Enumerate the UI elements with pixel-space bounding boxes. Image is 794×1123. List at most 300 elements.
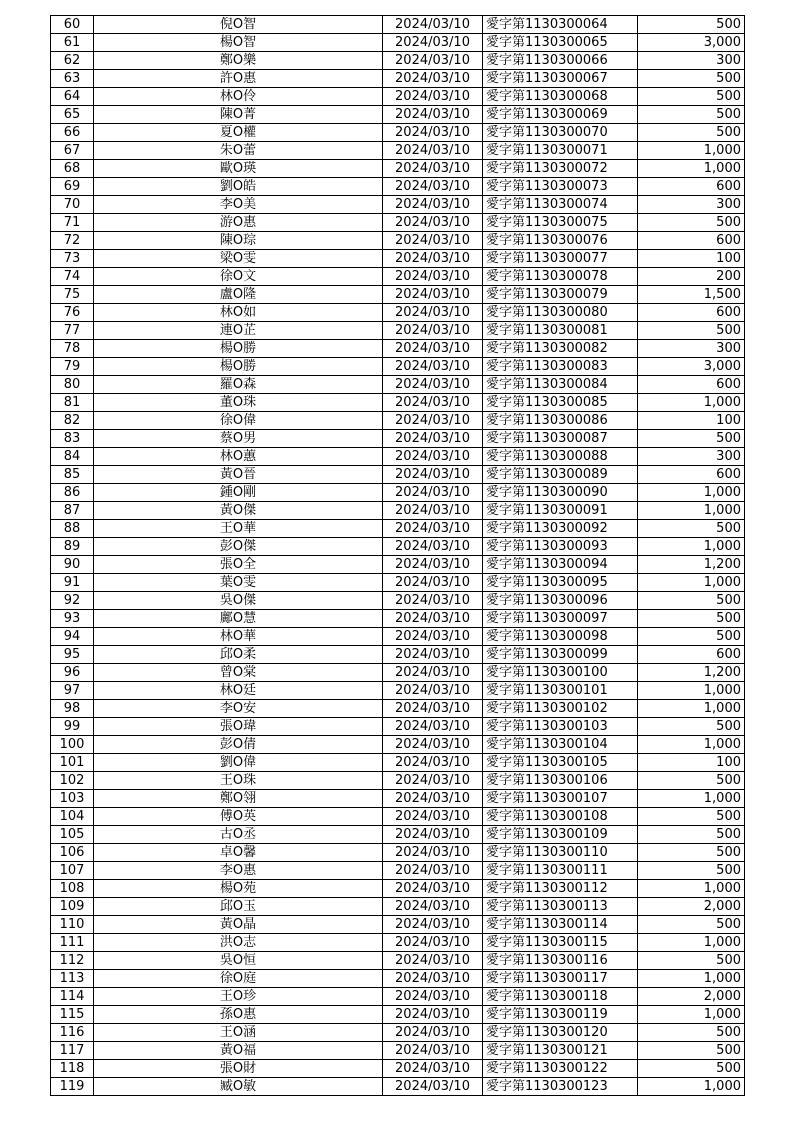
receipt-number-cell: 愛字第1130300102: [483, 700, 638, 718]
receipt-number-cell: 愛字第1130300073: [483, 178, 638, 196]
table-row: [51, 304, 745, 322]
row-number-cell: 95: [51, 646, 94, 664]
table-row: [51, 1006, 745, 1024]
table-row: [51, 502, 745, 520]
donor-name-cell: 黃O晉: [94, 466, 383, 484]
donation-date-cell: 2024/03/10: [383, 448, 483, 466]
donation-date-cell: 2024/03/10: [383, 1024, 483, 1042]
table-row: [51, 988, 745, 1006]
row-number-cell: 63: [51, 70, 94, 88]
table-row: [51, 862, 745, 880]
amount-cell: 100: [638, 250, 745, 268]
row-number-cell: 103: [51, 790, 94, 808]
row-number-cell: 86: [51, 484, 94, 502]
donation-date-cell: 2024/03/10: [383, 970, 483, 988]
row-number-cell: 65: [51, 106, 94, 124]
table-row: [51, 178, 745, 196]
donor-name-cell: 劉O偉: [94, 754, 383, 772]
receipt-number-cell: 愛字第1130300122: [483, 1060, 638, 1078]
donor-name-cell: 陳O菁: [94, 106, 383, 124]
donor-name-cell: 蔡O男: [94, 430, 383, 448]
donation-date-cell: 2024/03/10: [383, 646, 483, 664]
donor-name-cell: 彭O傑: [94, 538, 383, 556]
amount-cell: 1,000: [638, 880, 745, 898]
row-number-cell: 83: [51, 430, 94, 448]
amount-cell: 1,200: [638, 664, 745, 682]
donation-date-cell: 2024/03/10: [383, 16, 483, 34]
row-number-cell: 84: [51, 448, 94, 466]
donation-date-cell: 2024/03/10: [383, 826, 483, 844]
row-number-cell: 77: [51, 322, 94, 340]
donor-name-cell: 黃O福: [94, 1042, 383, 1060]
donation-date-cell: 2024/03/10: [383, 754, 483, 772]
donor-name-cell: 游O惠: [94, 214, 383, 232]
donor-name-cell: 許O惠: [94, 70, 383, 88]
donation-date-cell: 2024/03/10: [383, 718, 483, 736]
row-number-cell: 92: [51, 592, 94, 610]
receipt-number-cell: 愛字第1130300115: [483, 934, 638, 952]
receipt-number-cell: 愛字第1130300091: [483, 502, 638, 520]
row-number-cell: 78: [51, 340, 94, 358]
donor-name-cell: 楊O苑: [94, 880, 383, 898]
receipt-number-cell: 愛字第1130300070: [483, 124, 638, 142]
receipt-number-cell: 愛字第1130300121: [483, 1042, 638, 1060]
donor-name-cell: 邱O柔: [94, 646, 383, 664]
receipt-number-cell: 愛字第1130300086: [483, 412, 638, 430]
donor-name-cell: 張O瑋: [94, 718, 383, 736]
row-number-cell: 93: [51, 610, 94, 628]
receipt-number-cell: 愛字第1130300105: [483, 754, 638, 772]
row-number-cell: 112: [51, 952, 94, 970]
table-row: [51, 736, 745, 754]
table-row: [51, 970, 745, 988]
receipt-number-cell: 愛字第1130300103: [483, 718, 638, 736]
table-row: [51, 70, 745, 88]
donor-name-cell: 彭O倩: [94, 736, 383, 754]
amount-cell: 500: [638, 124, 745, 142]
table-row: [51, 592, 745, 610]
donor-name-cell: 倪O智: [94, 16, 383, 34]
donor-name-cell: 臧O敏: [94, 1078, 383, 1096]
amount-cell: 2,000: [638, 988, 745, 1006]
amount-cell: 1,000: [638, 1078, 745, 1096]
donor-name-cell: 曾O棠: [94, 664, 383, 682]
donor-name-cell: 張O全: [94, 556, 383, 574]
receipt-number-cell: 愛字第1130300093: [483, 538, 638, 556]
receipt-number-cell: 愛字第1130300123: [483, 1078, 638, 1096]
amount-cell: 500: [638, 592, 745, 610]
row-number-cell: 87: [51, 502, 94, 520]
receipt-number-cell: 愛字第1130300097: [483, 610, 638, 628]
row-number-cell: 117: [51, 1042, 94, 1060]
receipt-number-cell: 愛字第1130300068: [483, 88, 638, 106]
table-row: [51, 520, 745, 538]
table-row: [51, 268, 745, 286]
donation-date-cell: 2024/03/10: [383, 952, 483, 970]
amount-cell: 500: [638, 844, 745, 862]
donor-name-cell: 楊O勝: [94, 358, 383, 376]
table-row: [51, 232, 745, 250]
receipt-number-cell: 愛字第1130300090: [483, 484, 638, 502]
receipt-number-cell: 愛字第1130300099: [483, 646, 638, 664]
row-number-cell: 119: [51, 1078, 94, 1096]
table-row: [51, 790, 745, 808]
donation-date-cell: 2024/03/10: [383, 394, 483, 412]
donation-date-cell: 2024/03/10: [383, 196, 483, 214]
amount-cell: 500: [638, 106, 745, 124]
amount-cell: 300: [638, 52, 745, 70]
receipt-number-cell: 愛字第1130300071: [483, 142, 638, 160]
donation-date-cell: 2024/03/10: [383, 1042, 483, 1060]
row-number-cell: 111: [51, 934, 94, 952]
receipt-number-cell: 愛字第1130300065: [483, 34, 638, 52]
receipt-number-cell: 愛字第1130300081: [483, 322, 638, 340]
donation-date-cell: 2024/03/10: [383, 502, 483, 520]
donation-date-cell: 2024/03/10: [383, 214, 483, 232]
donor-name-cell: 孫O惠: [94, 1006, 383, 1024]
donor-name-cell: 古O丞: [94, 826, 383, 844]
donation-table-body: [51, 16, 745, 1096]
donation-date-cell: 2024/03/10: [383, 574, 483, 592]
donation-date-cell: 2024/03/10: [383, 592, 483, 610]
table-row: [51, 1024, 745, 1042]
donation-date-cell: 2024/03/10: [383, 862, 483, 880]
row-number-cell: 98: [51, 700, 94, 718]
donation-date-cell: 2024/03/10: [383, 610, 483, 628]
receipt-number-cell: 愛字第1130300120: [483, 1024, 638, 1042]
amount-cell: 500: [638, 214, 745, 232]
table-row: [51, 700, 745, 718]
amount-cell: 1,000: [638, 934, 745, 952]
amount-cell: 1,000: [638, 502, 745, 520]
donor-name-cell: 徐O庭: [94, 970, 383, 988]
donation-date-cell: 2024/03/10: [383, 682, 483, 700]
table-row: [51, 556, 745, 574]
table-row: [51, 952, 745, 970]
receipt-number-cell: 愛字第1130300076: [483, 232, 638, 250]
amount-cell: 100: [638, 754, 745, 772]
donation-date-cell: 2024/03/10: [383, 736, 483, 754]
table-row: [51, 808, 745, 826]
row-number-cell: 106: [51, 844, 94, 862]
amount-cell: 200: [638, 268, 745, 286]
row-number-cell: 97: [51, 682, 94, 700]
donor-name-cell: 梁O雯: [94, 250, 383, 268]
donor-name-cell: 鄺O慧: [94, 610, 383, 628]
receipt-number-cell: 愛字第1130300085: [483, 394, 638, 412]
table-row: [51, 124, 745, 142]
table-row: [51, 250, 745, 268]
table-row: [51, 538, 745, 556]
donor-name-cell: 卓O馨: [94, 844, 383, 862]
donation-list-sheet: [50, 15, 745, 1096]
table-row: [51, 52, 745, 70]
table-row: [51, 934, 745, 952]
row-number-cell: 74: [51, 268, 94, 286]
receipt-number-cell: 愛字第1130300078: [483, 268, 638, 286]
row-number-cell: 104: [51, 808, 94, 826]
donation-date-cell: 2024/03/10: [383, 556, 483, 574]
row-number-cell: 91: [51, 574, 94, 592]
amount-cell: 500: [638, 862, 745, 880]
donor-name-cell: 黃O晶: [94, 916, 383, 934]
amount-cell: 1,000: [638, 394, 745, 412]
row-number-cell: 70: [51, 196, 94, 214]
receipt-number-cell: 愛字第1130300107: [483, 790, 638, 808]
donor-name-cell: 邱O玉: [94, 898, 383, 916]
amount-cell: 500: [638, 1060, 745, 1078]
donor-name-cell: 歐O瑛: [94, 160, 383, 178]
table-row: [51, 196, 745, 214]
donor-name-cell: 劉O皓: [94, 178, 383, 196]
table-row: [51, 16, 745, 34]
donor-name-cell: 張O財: [94, 1060, 383, 1078]
donor-name-cell: 羅O森: [94, 376, 383, 394]
row-number-cell: 102: [51, 772, 94, 790]
receipt-number-cell: 愛字第1130300075: [483, 214, 638, 232]
donor-name-cell: 林O伶: [94, 88, 383, 106]
donor-name-cell: 吳O恒: [94, 952, 383, 970]
amount-cell: 500: [638, 628, 745, 646]
row-number-cell: 79: [51, 358, 94, 376]
row-number-cell: 100: [51, 736, 94, 754]
receipt-number-cell: 愛字第1130300118: [483, 988, 638, 1006]
row-number-cell: 73: [51, 250, 94, 268]
receipt-number-cell: 愛字第1130300067: [483, 70, 638, 88]
donation-date-cell: 2024/03/10: [383, 628, 483, 646]
table-row: [51, 898, 745, 916]
donation-date-cell: 2024/03/10: [383, 106, 483, 124]
amount-cell: 300: [638, 196, 745, 214]
receipt-number-cell: 愛字第1130300116: [483, 952, 638, 970]
donor-name-cell: 葉O雯: [94, 574, 383, 592]
donation-date-cell: 2024/03/10: [383, 430, 483, 448]
donor-name-cell: 洪O志: [94, 934, 383, 952]
donation-date-cell: 2024/03/10: [383, 772, 483, 790]
donation-date-cell: 2024/03/10: [383, 808, 483, 826]
receipt-number-cell: 愛字第1130300094: [483, 556, 638, 574]
donor-name-cell: 王O涵: [94, 1024, 383, 1042]
donation-date-cell: 2024/03/10: [383, 484, 483, 502]
row-number-cell: 82: [51, 412, 94, 430]
donor-name-cell: 楊O智: [94, 34, 383, 52]
receipt-number-cell: 愛字第1130300084: [483, 376, 638, 394]
amount-cell: 500: [638, 772, 745, 790]
table-row: [51, 646, 745, 664]
receipt-number-cell: 愛字第1130300101: [483, 682, 638, 700]
donation-date-cell: 2024/03/10: [383, 376, 483, 394]
row-number-cell: 81: [51, 394, 94, 412]
donor-name-cell: 林O廷: [94, 682, 383, 700]
donation-date-cell: 2024/03/10: [383, 88, 483, 106]
amount-cell: 500: [638, 88, 745, 106]
donation-date-cell: 2024/03/10: [383, 1006, 483, 1024]
receipt-number-cell: 愛字第1130300069: [483, 106, 638, 124]
donation-date-cell: 2024/03/10: [383, 70, 483, 88]
amount-cell: 1,500: [638, 286, 745, 304]
receipt-number-cell: 愛字第1130300104: [483, 736, 638, 754]
receipt-number-cell: 愛字第1130300109: [483, 826, 638, 844]
row-number-cell: 68: [51, 160, 94, 178]
amount-cell: 300: [638, 448, 745, 466]
donation-date-cell: 2024/03/10: [383, 178, 483, 196]
receipt-number-cell: 愛字第1130300117: [483, 970, 638, 988]
row-number-cell: 116: [51, 1024, 94, 1042]
donation-date-cell: 2024/03/10: [383, 142, 483, 160]
amount-cell: 500: [638, 16, 745, 34]
donation-date-cell: 2024/03/10: [383, 250, 483, 268]
donor-name-cell: 徐O偉: [94, 412, 383, 430]
receipt-number-cell: 愛字第1130300114: [483, 916, 638, 934]
donor-name-cell: 王O珍: [94, 988, 383, 1006]
amount-cell: 1,000: [638, 484, 745, 502]
receipt-number-cell: 愛字第1130300087: [483, 430, 638, 448]
donation-date-cell: 2024/03/10: [383, 412, 483, 430]
receipt-number-cell: 愛字第1130300100: [483, 664, 638, 682]
row-number-cell: 113: [51, 970, 94, 988]
receipt-number-cell: 愛字第1130300089: [483, 466, 638, 484]
donation-date-cell: 2024/03/10: [383, 700, 483, 718]
table-row: [51, 142, 745, 160]
donation-date-cell: 2024/03/10: [383, 1078, 483, 1096]
receipt-number-cell: 愛字第1130300064: [483, 16, 638, 34]
table-row: [51, 718, 745, 736]
receipt-number-cell: 愛字第1130300080: [483, 304, 638, 322]
donation-table: [50, 15, 745, 1096]
donor-name-cell: 陳O琮: [94, 232, 383, 250]
amount-cell: 500: [638, 808, 745, 826]
row-number-cell: 89: [51, 538, 94, 556]
donor-name-cell: 盧O隆: [94, 286, 383, 304]
amount-cell: 1,000: [638, 538, 745, 556]
receipt-number-cell: 愛字第1130300119: [483, 1006, 638, 1024]
donation-date-cell: 2024/03/10: [383, 286, 483, 304]
table-row: [51, 574, 745, 592]
donation-date-cell: 2024/03/10: [383, 322, 483, 340]
amount-cell: 600: [638, 376, 745, 394]
table-row: [51, 430, 745, 448]
donation-date-cell: 2024/03/10: [383, 790, 483, 808]
donor-name-cell: 林O蕙: [94, 448, 383, 466]
table-row: [51, 286, 745, 304]
donation-date-cell: 2024/03/10: [383, 358, 483, 376]
table-row: [51, 106, 745, 124]
donation-date-cell: 2024/03/10: [383, 916, 483, 934]
donor-name-cell: 徐O文: [94, 268, 383, 286]
amount-cell: 1,000: [638, 160, 745, 178]
row-number-cell: 118: [51, 1060, 94, 1078]
receipt-number-cell: 愛字第1130300095: [483, 574, 638, 592]
donation-date-cell: 2024/03/10: [383, 880, 483, 898]
receipt-number-cell: 愛字第1130300082: [483, 340, 638, 358]
row-number-cell: 109: [51, 898, 94, 916]
receipt-number-cell: 愛字第1130300096: [483, 592, 638, 610]
donation-date-cell: 2024/03/10: [383, 988, 483, 1006]
amount-cell: 1,000: [638, 574, 745, 592]
row-number-cell: 72: [51, 232, 94, 250]
donation-date-cell: 2024/03/10: [383, 160, 483, 178]
row-number-cell: 110: [51, 916, 94, 934]
table-row: [51, 664, 745, 682]
receipt-number-cell: 愛字第1130300113: [483, 898, 638, 916]
receipt-number-cell: 愛字第1130300098: [483, 628, 638, 646]
row-number-cell: 71: [51, 214, 94, 232]
row-number-cell: 66: [51, 124, 94, 142]
table-row: [51, 1078, 745, 1096]
amount-cell: 300: [638, 340, 745, 358]
receipt-number-cell: 愛字第1130300106: [483, 772, 638, 790]
donor-name-cell: 鍾O剛: [94, 484, 383, 502]
table-row: [51, 322, 745, 340]
donation-date-cell: 2024/03/10: [383, 268, 483, 286]
table-row: [51, 412, 745, 430]
donor-name-cell: 李O惠: [94, 862, 383, 880]
row-number-cell: 67: [51, 142, 94, 160]
receipt-number-cell: 愛字第1130300110: [483, 844, 638, 862]
amount-cell: 500: [638, 916, 745, 934]
donor-name-cell: 鄭O樂: [94, 52, 383, 70]
amount-cell: 1,000: [638, 1006, 745, 1024]
donor-name-cell: 連O芷: [94, 322, 383, 340]
row-number-cell: 101: [51, 754, 94, 772]
donation-date-cell: 2024/03/10: [383, 934, 483, 952]
row-number-cell: 80: [51, 376, 94, 394]
row-number-cell: 69: [51, 178, 94, 196]
amount-cell: 600: [638, 232, 745, 250]
amount-cell: 500: [638, 1042, 745, 1060]
receipt-number-cell: 愛字第1130300092: [483, 520, 638, 538]
amount-cell: 1,000: [638, 142, 745, 160]
table-row: [51, 88, 745, 106]
amount-cell: 500: [638, 718, 745, 736]
amount-cell: 1,000: [638, 736, 745, 754]
receipt-number-cell: 愛字第1130300108: [483, 808, 638, 826]
donor-name-cell: 黃O傑: [94, 502, 383, 520]
row-number-cell: 105: [51, 826, 94, 844]
donation-date-cell: 2024/03/10: [383, 898, 483, 916]
donation-date-cell: 2024/03/10: [383, 304, 483, 322]
row-number-cell: 85: [51, 466, 94, 484]
amount-cell: 500: [638, 826, 745, 844]
amount-cell: 100: [638, 412, 745, 430]
amount-cell: 600: [638, 466, 745, 484]
table-row: [51, 826, 745, 844]
donor-name-cell: 李O安: [94, 700, 383, 718]
row-number-cell: 108: [51, 880, 94, 898]
donation-date-cell: 2024/03/10: [383, 1060, 483, 1078]
amount-cell: 500: [638, 952, 745, 970]
row-number-cell: 64: [51, 88, 94, 106]
donation-date-cell: 2024/03/10: [383, 340, 483, 358]
table-row: [51, 358, 745, 376]
row-number-cell: 107: [51, 862, 94, 880]
donor-name-cell: 林O如: [94, 304, 383, 322]
table-row: [51, 376, 745, 394]
donation-date-cell: 2024/03/10: [383, 844, 483, 862]
amount-cell: 600: [638, 646, 745, 664]
donor-name-cell: 林O華: [94, 628, 383, 646]
table-row: [51, 160, 745, 178]
receipt-number-cell: 愛字第1130300074: [483, 196, 638, 214]
donor-name-cell: 鄭O翎: [94, 790, 383, 808]
donation-date-cell: 2024/03/10: [383, 34, 483, 52]
donor-name-cell: 王O華: [94, 520, 383, 538]
amount-cell: 1,200: [638, 556, 745, 574]
row-number-cell: 94: [51, 628, 94, 646]
receipt-number-cell: 愛字第1130300066: [483, 52, 638, 70]
row-number-cell: 99: [51, 718, 94, 736]
donor-name-cell: 王O珠: [94, 772, 383, 790]
